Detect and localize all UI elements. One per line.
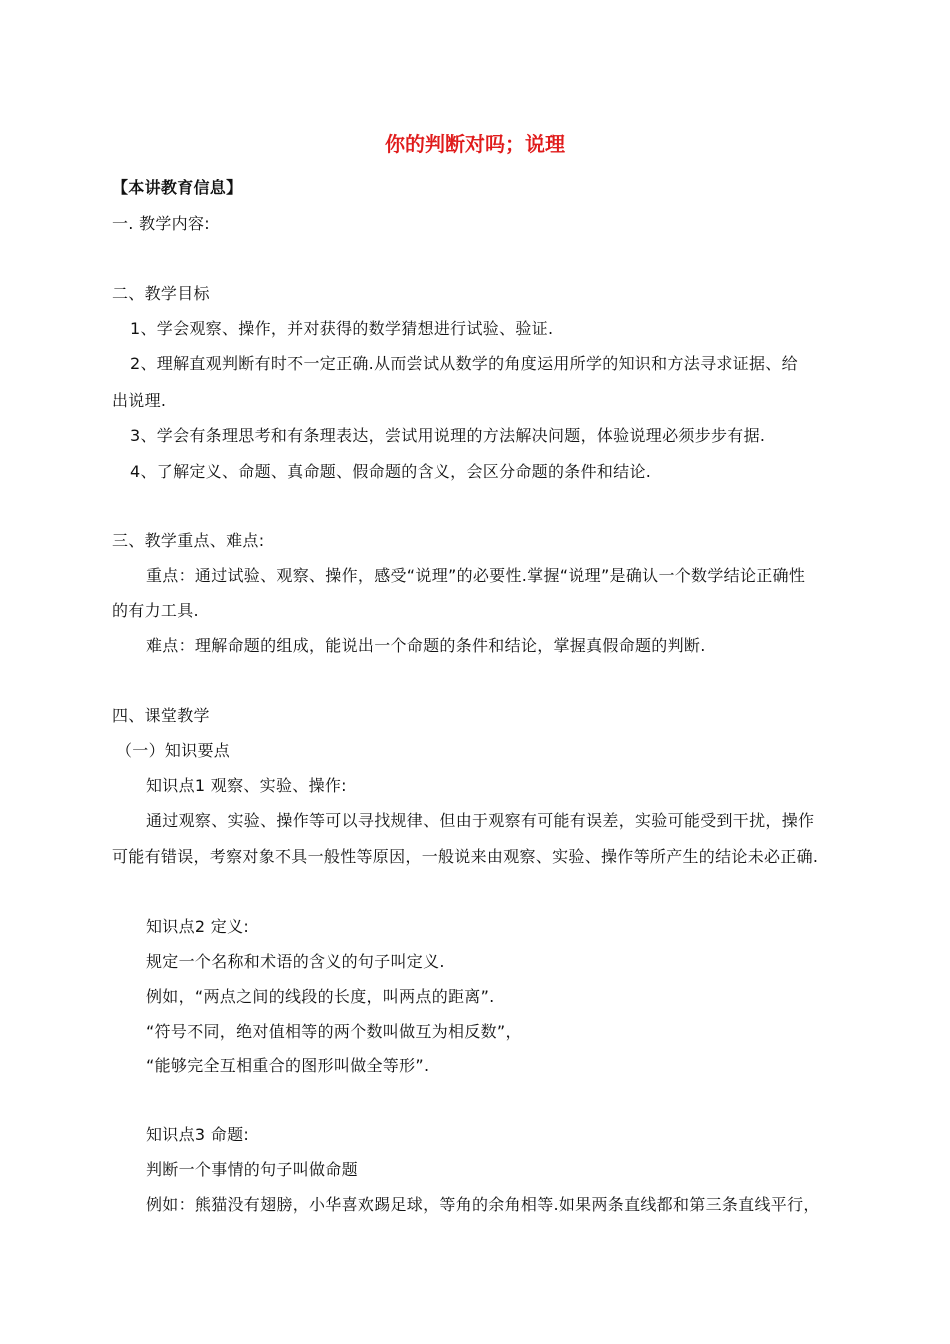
knowledge-point-3-line-1: 判断一个事情的句子叫做命题 (146, 1160, 358, 1179)
section-1-heading: 一. 教学内容: (112, 214, 210, 233)
section-header: 【本讲教育信息】 (112, 178, 243, 197)
section-4-heading: 四、课堂教学 (112, 706, 210, 725)
knowledge-point-2-line-4: “能够完全互相重合的图形叫做全等形”. (146, 1056, 430, 1075)
knowledge-point-2-line-3: “符号不同，绝对值相等的两个数叫做互为相反数”， (146, 1022, 522, 1041)
goal-item-4: 4、了解定义、命题、真命题、假命题的含义，会区分命题的条件和结论. (130, 462, 652, 481)
section-2-heading: 二、教学目标 (112, 284, 210, 303)
knowledge-point-3-title: 知识点3 命题: (146, 1125, 250, 1144)
knowledge-point-2-line-2: 例如，“两点之间的线段的长度，叫两点的距离”. (146, 987, 495, 1006)
knowledge-point-2-title: 知识点2 定义: (146, 917, 250, 936)
difficult-point: 难点：理解命题的组成，能说出一个命题的条件和结论，掌握真假命题的判断. (146, 636, 706, 655)
goal-item-1: 1、学会观察、操作，并对获得的数学猜想进行试验、验证. (130, 319, 554, 338)
goal-item-2-continued: 出说理. (112, 391, 167, 410)
knowledge-point-3-line-2: 例如：熊猫没有翅膀，小华喜欢踢足球，等角的余角相等.如果两条直线都和第三条直线平行， (146, 1195, 820, 1214)
knowledge-point-2-line-1: 规定一个名称和术语的含义的句子叫定义. (146, 952, 445, 971)
key-point-line-1: 重点：通过试验、观察、操作，感受“说理”的必要性.掌握“说理”是确认一个数学结论正确性 (146, 566, 806, 585)
knowledge-point-1-title: 知识点1 观察、实验、操作: (146, 776, 347, 795)
section-3-heading: 三、教学重点、难点: (112, 531, 265, 550)
subsection-1-heading: （一）知识要点 (116, 741, 231, 760)
goal-item-3: 3、学会有条理思考和有条理表达，尝试用说理的方法解决问题，体验说理必须步步有据. (130, 426, 766, 445)
knowledge-point-1-line-2: 可能有错误，考察对象不具一般性等原因，一般说来由观察、实验、操作等所产生的结论未必正确. (112, 847, 819, 866)
key-point-line-2: 的有力工具. (112, 601, 199, 620)
knowledge-point-1-line-1: 通过观察、实验、操作等可以寻找规律、但由于观察有可能有误差，实验可能受到干扰，操作 (146, 811, 815, 830)
goal-item-2: 2、理解直观判断有时不一定正确.从而尝试从数学的角度运用所学的知识和方法寻求证据、给 (130, 354, 798, 373)
document-title: 你的判断对吗；说理 (385, 132, 565, 156)
